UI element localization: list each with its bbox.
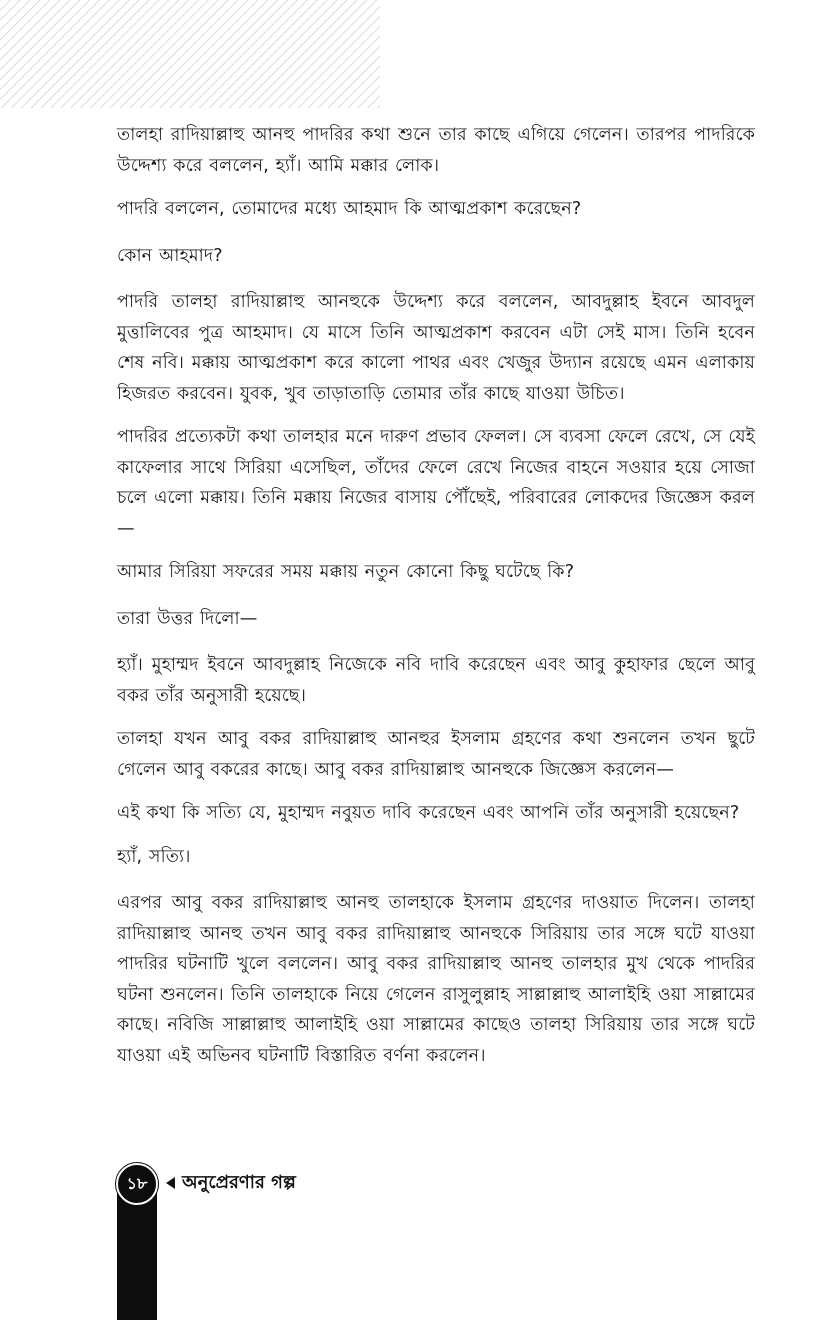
book-title: অনুপ্রেরণার গল্প [182, 1171, 296, 1193]
paragraph: তালহা যখন আবু বকর রাদিয়াল্লাহু আনহুর ইসলাম গ্রহণের কথা শুনলেন তখন ছুটে গেলেন আবু বকরের কাছে। আবু বকর রাদিয়াল্লাহু আনহুকে জিজ্ঞেস করলেন— [117, 729, 755, 780]
paragraph: কোন আহমাদ? [117, 245, 223, 266]
paragraph: পাদরির প্রত্যেকটা কথা তালহার মনে দারুণ প্রভাব ফেলল। সে ব্যবসা ফেলে রেখে, সে যেই কাফেলার সাথে সিরিয়া এসেছিল, তাঁদের ফেলে রেখে নিজের বাহনে সওয়ার হয়ে সোজা চলে এলো মক্কায়। তিনি মক্কায় নিজের বাসায় পৌঁছেই, পরিবারের লোকদের জিজ্ঞেস করল— [117, 427, 755, 539]
paragraph: এরপর আবু বকর রাদিয়াল্লাহু আনহু তালহাকে ইসলাম গ্রহণের দাওয়াত দিলেন। তালহা রাদিয়াল্লাহু আনহু তখন আবু বকর রাদিয়াল্লাহু আনহুকে সিরিয়ায় তার সঙ্গে ঘটে যাওয়া পাদরির ঘটনাটি খুলে বললেন। আবু বকর রাদিয়াল্লাহু আনহু তালহার মুখ থেকে পাদরির ঘটনা শুনলেন। তিনি তালহাকে নিয়ে গেলেন রাসুলুল্লাহ সাল্লাল্লাহু আলাইহি ওয়া সাল্লামের কাছে। নবিজি সাল্লাল্লাহু আলাইহি ওয়া সাল্লামের কাছেও তালহা সিরিয়ায় তার সঙ্গে ঘটে যাওয়া এই অভিনব ঘটনাটি বিস্তারিত বর্ণনা করলেন। [117, 893, 755, 1066]
paragraph: তালহা রাদিয়াল্লাহু আনহু পাদরির কথা শুনে তার কাছে এগিয়ে গেলেন। তারপর পাদরিকে উদ্দেশ্য করে বললেন, হ্যাঁ। আমি মক্কার লোক। [117, 125, 755, 176]
page-number-badge [116, 1163, 158, 1205]
paragraph: হ্যাঁ, সত্যি। [117, 846, 191, 867]
paragraph: হ্যাঁ। মুহাম্মদ ইবনে আবদুল্লাহ নিজেকে নবি দাবি করেছেন এবং আবু কুহাফার ছেলে আবু বকর তাঁর অনুসারী হয়েছে। [117, 655, 755, 706]
page-body [117, 120, 755, 1084]
corner-hatch-decoration [0, 0, 380, 108]
paragraph: আমার সিরিয়া সফরের সময় মক্কায় নতুন কোনো কিছু ঘটেছে কি? [117, 562, 575, 582]
paragraph: এই কথা কি সত্যি যে, মুহাম্মদ নবুয়ত দাবি করেছেন এবং আপনি তাঁর অনুসারী হয়েছেন? [117, 803, 740, 823]
running-footer [166, 1167, 296, 1199]
paragraph: তারা উত্তর দিলো— [117, 608, 258, 629]
triangle-left-icon [166, 1177, 175, 1189]
paragraph: পাদরি তালহা রাদিয়াল্লাহু আনহুকে উদ্দেশ্য করে বললেন, আবদুল্লাহ ইবনে আবদুল মুত্তালিবের পুত্র আহমাদ। যে মাসে তিনি আত্মপ্রকাশ করবেন এটা সেই মাস। তিনি হবেন শেষ নবি। মক্কায় আত্মপ্রকাশ করে কালো পাথর এবং খেজুর উদ্যান রয়েছে এমন এলাকায় হিজরত করবেন। যুবক, খুব তাড়াতাড়ি তোমার তাঁর কাছে যাওয়া উচিত। [117, 292, 755, 404]
page-number: ১৮ [126, 1173, 148, 1193]
paragraph: পাদরি বললেন, তোমাদের মধ্যে আহমাদ কি আত্মপ্রকাশ করেছেন? [117, 199, 582, 219]
